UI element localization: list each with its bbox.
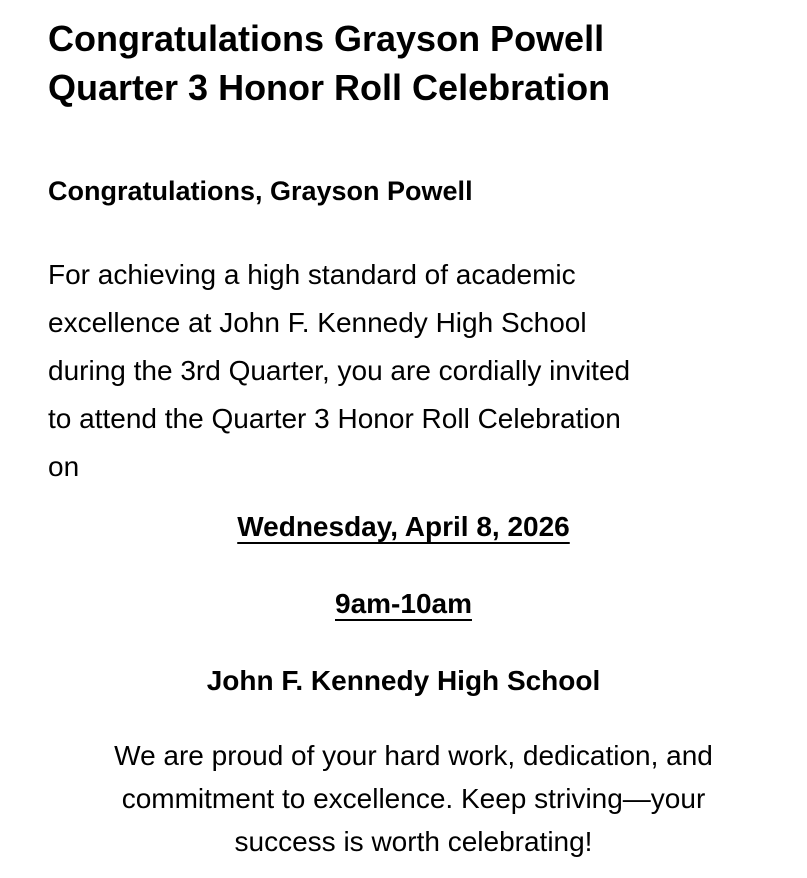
invitation-paragraph xyxy=(48,251,630,491)
subject-line-celebration: Quarter 3 Honor Roll Celebration xyxy=(48,67,611,108)
invitation-line: excellence at John F. Kennedy High School xyxy=(48,307,587,338)
closing-paragraph xyxy=(20,734,807,863)
invitation-line: to attend the Quarter 3 Honor Roll Celebration xyxy=(48,403,621,434)
event-location: John F. Kennedy High School xyxy=(206,665,601,696)
event-date-row xyxy=(0,507,807,547)
email-subject xyxy=(48,14,788,112)
event-date-link[interactable]: Wednesday, April 8, 2026 xyxy=(237,511,570,542)
invitation-line: For achieving a high standard of academic xyxy=(48,259,576,290)
closing-line: success is worth celebrating! xyxy=(234,826,593,857)
subject-line-congratulations: Congratulations Grayson Powell xyxy=(48,18,605,59)
event-time-link[interactable]: 9am-10am xyxy=(335,588,472,619)
closing-line: commitment to excellence. Keep striving—your xyxy=(121,783,706,814)
invitation-line: on xyxy=(48,451,80,482)
event-time-row xyxy=(0,584,807,624)
closing-line: We are proud of your hard work, dedication, and xyxy=(114,740,713,771)
greeting: Congratulations, Grayson Powell xyxy=(48,176,473,206)
invitation-line: during the 3rd Quarter, you are cordially invited xyxy=(48,355,631,386)
